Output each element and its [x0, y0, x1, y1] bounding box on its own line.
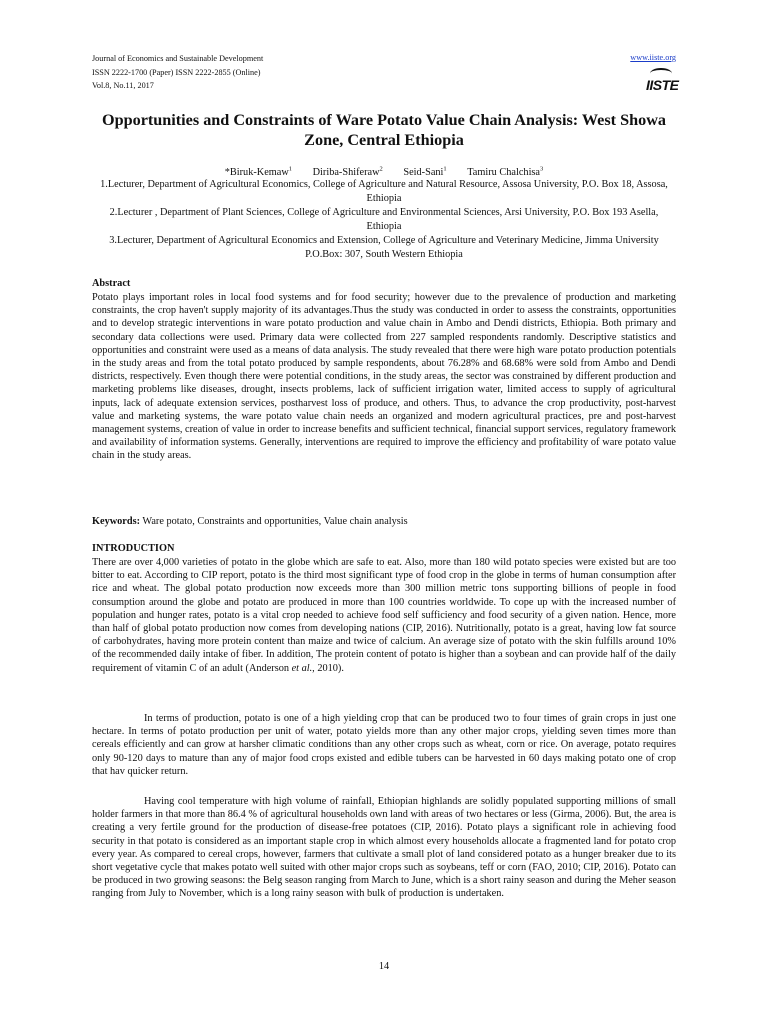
introduction-heading: INTRODUCTION [92, 543, 175, 554]
author: *Biruk-Kemaw$^1$ [224, 166, 293, 179]
abstract-text: Potato plays important roles in local food systems and for food security; however due to the prevalence of production and marketing constraints, the crop haven't supply majority of its advantages.Thus the study was conducted in order to assess the constraints, opportunities and to develop strategic interventions in ware potato production and value chain in Ambo and Dendi districts, Ethiopia. Both primary and secondary data collections were used. Primary data were collected from 227 sampled respondents randomly. Descriptive statistics and opportunities and constraint were used as a means of data analysis. The study revealed that there were high ware potato production potentials in the study areas and from the total potato produced by sample respondents, about 76.28% and 68.68% were sold from Ambo and Dendi districts, respectively. Even though there were potential conditions, in the study areas, the sector was constrained by different production and marketing problems like diseases, drought, insects problems, lack of sufficient irrigation water, limited access to supply of agricultural inputs, lack of adequate extension services, postharvest loss of produce, and others. Thus, to advance the crop productivity, post-harvest value and marketing systems, the ware potato value chain needs an organized and modern agricultural practices, pre and post-harvest management systems, creation of value in order to increase benefits and sufficient technical, financial support services, regulatory framework and availability of information systems. Generally, interventions are required to improve the efficiency and profitability of ware potato value chain in the study areas. [92, 292, 676, 462]
affiliation-2: 2.Lecturer , Department of Plant Sciences, College of Agriculture and Environmental Sciences, Arsi University, P.O. Box 193 Asella, Ethiopia [109, 207, 659, 232]
keywords [92, 516, 408, 527]
journal-issn: ISSN 2222-1700 (Paper) ISSN 2222-2855 (Online) [92, 67, 261, 77]
journal-volume: Vol.8, No.11, 2017 [92, 81, 154, 90]
journal-brand [630, 52, 679, 97]
intro-paragraph-1: There are over 4,000 varieties of potato in the globe which are safe to eat. Also, more than 180 wild potato species were existed but are too bitter to eat. According to CIP report, potato is the third most significant type of food crop in the globe in terms of human consumption after rice and wheat. The global potato production now exceeds more than 300 million metric tons supporting billions of people in food consumption around the globe and potato are produced in more than 100 countries worldwide. To cope up with the increased number of population and hunger rates, potato is a vital crop needed to achieve food self sufficiency and food security of a given nation. Hence, more than half of global potato production now comes from developing nations (CIP, 2016). Nutritionally, potato is a great, having low fat source of carbohydrates, having more protein content than maize and twice of calcium. An average size of potato with the skin fulfills around 10% of the recommended daily intake of fiber. In addition, The protein content of potato is higher than a soybean and can provide half of the daily requirement of vitamin C of an adult (Anderson et al., 2010). [92, 557, 676, 674]
journal-url-link[interactable]: www.iiste.org [630, 53, 676, 62]
page-number: 14 [378, 961, 390, 972]
paper-title: Opportunities and Constraints of Ware Potato Value Chain Analysis: West Showa Zone, Central Ethiopia [102, 111, 666, 149]
iiste-logo [646, 68, 679, 93]
journal-header [92, 52, 679, 96]
abstract-heading: Abstract [92, 278, 131, 289]
intro-paragraph-2: In terms of production, potato is one of a high yielding crop that can be produced two to four times of grain crops in just one hectare. In terms of potato production per unit of water, potato yields more than any other major crops, yielding seven times more than cereals efficiently and can grow at harsher climatic conditions than any other crops such as wheat, corn or rice. On average, potato requires only 90-120 days to mature than any of major food crops existed and edible tubers can be harvested in 60 days making potato one of crop that hav quicker return. [92, 713, 676, 777]
keywords-label: Keywords: [92, 516, 141, 527]
intro-paragraph-3: Having cool temperature with high volume of rainfall, Ethiopian highlands are solidly populated supporting millions of small holder farmers in that more than 86.4 % of agricultural households own land with areas of two hectares or less (Girma, 2006). But, the area is creating a very fertile ground for the production of disease-free potatoes (CIP, 2016). Potato plays a significant role in achieving food security in that potato is considered as an important staple crop in which almost every households allocate a fragmented land for potato crop every year. As compared to cereal crops, however, farmers that cultivate a small plot of land considered potato as a hunger breaker due to its short vegetative cycle that makes potato well suited with other major crops such as soybeans, teff or corn (FAO, 2010; CIP, 2016). Potato can be produced in two growing seasons: the Belg season ranging from March to June, which is a short rainy season and during the Meher season ranging from July to November, which is a long rainy season with bulk of production is undertaken. [92, 796, 676, 900]
author: Seid-Sani$^1$ [403, 166, 447, 179]
journal-name: Journal of Economics and Sustainable Development [92, 54, 264, 63]
keywords-text: Ware potato, Constraints and opportunities, Value chain analysis [140, 516, 408, 527]
author-list [92, 163, 676, 179]
affiliation-1: 1.Lecturer, Department of Agricultural Economics, College of Agriculture and Natural Resource, Assosa University, P.O. Box 18, Assosa, Ethiopia [100, 179, 668, 204]
affiliation-3: 3.Lecturer, Department of Agricultural Economics and Extension, College of Agriculture and Veterinary Medicine, Jimma University P.O.Box: 307, South Western Ethiopia [109, 235, 659, 260]
author: Tamiru Chalchisa$^3$ [467, 166, 544, 179]
logo-text: IISTE [646, 77, 679, 93]
author: Diriba-Shiferaw$^2$ [312, 166, 383, 179]
journal-info [92, 52, 263, 93]
